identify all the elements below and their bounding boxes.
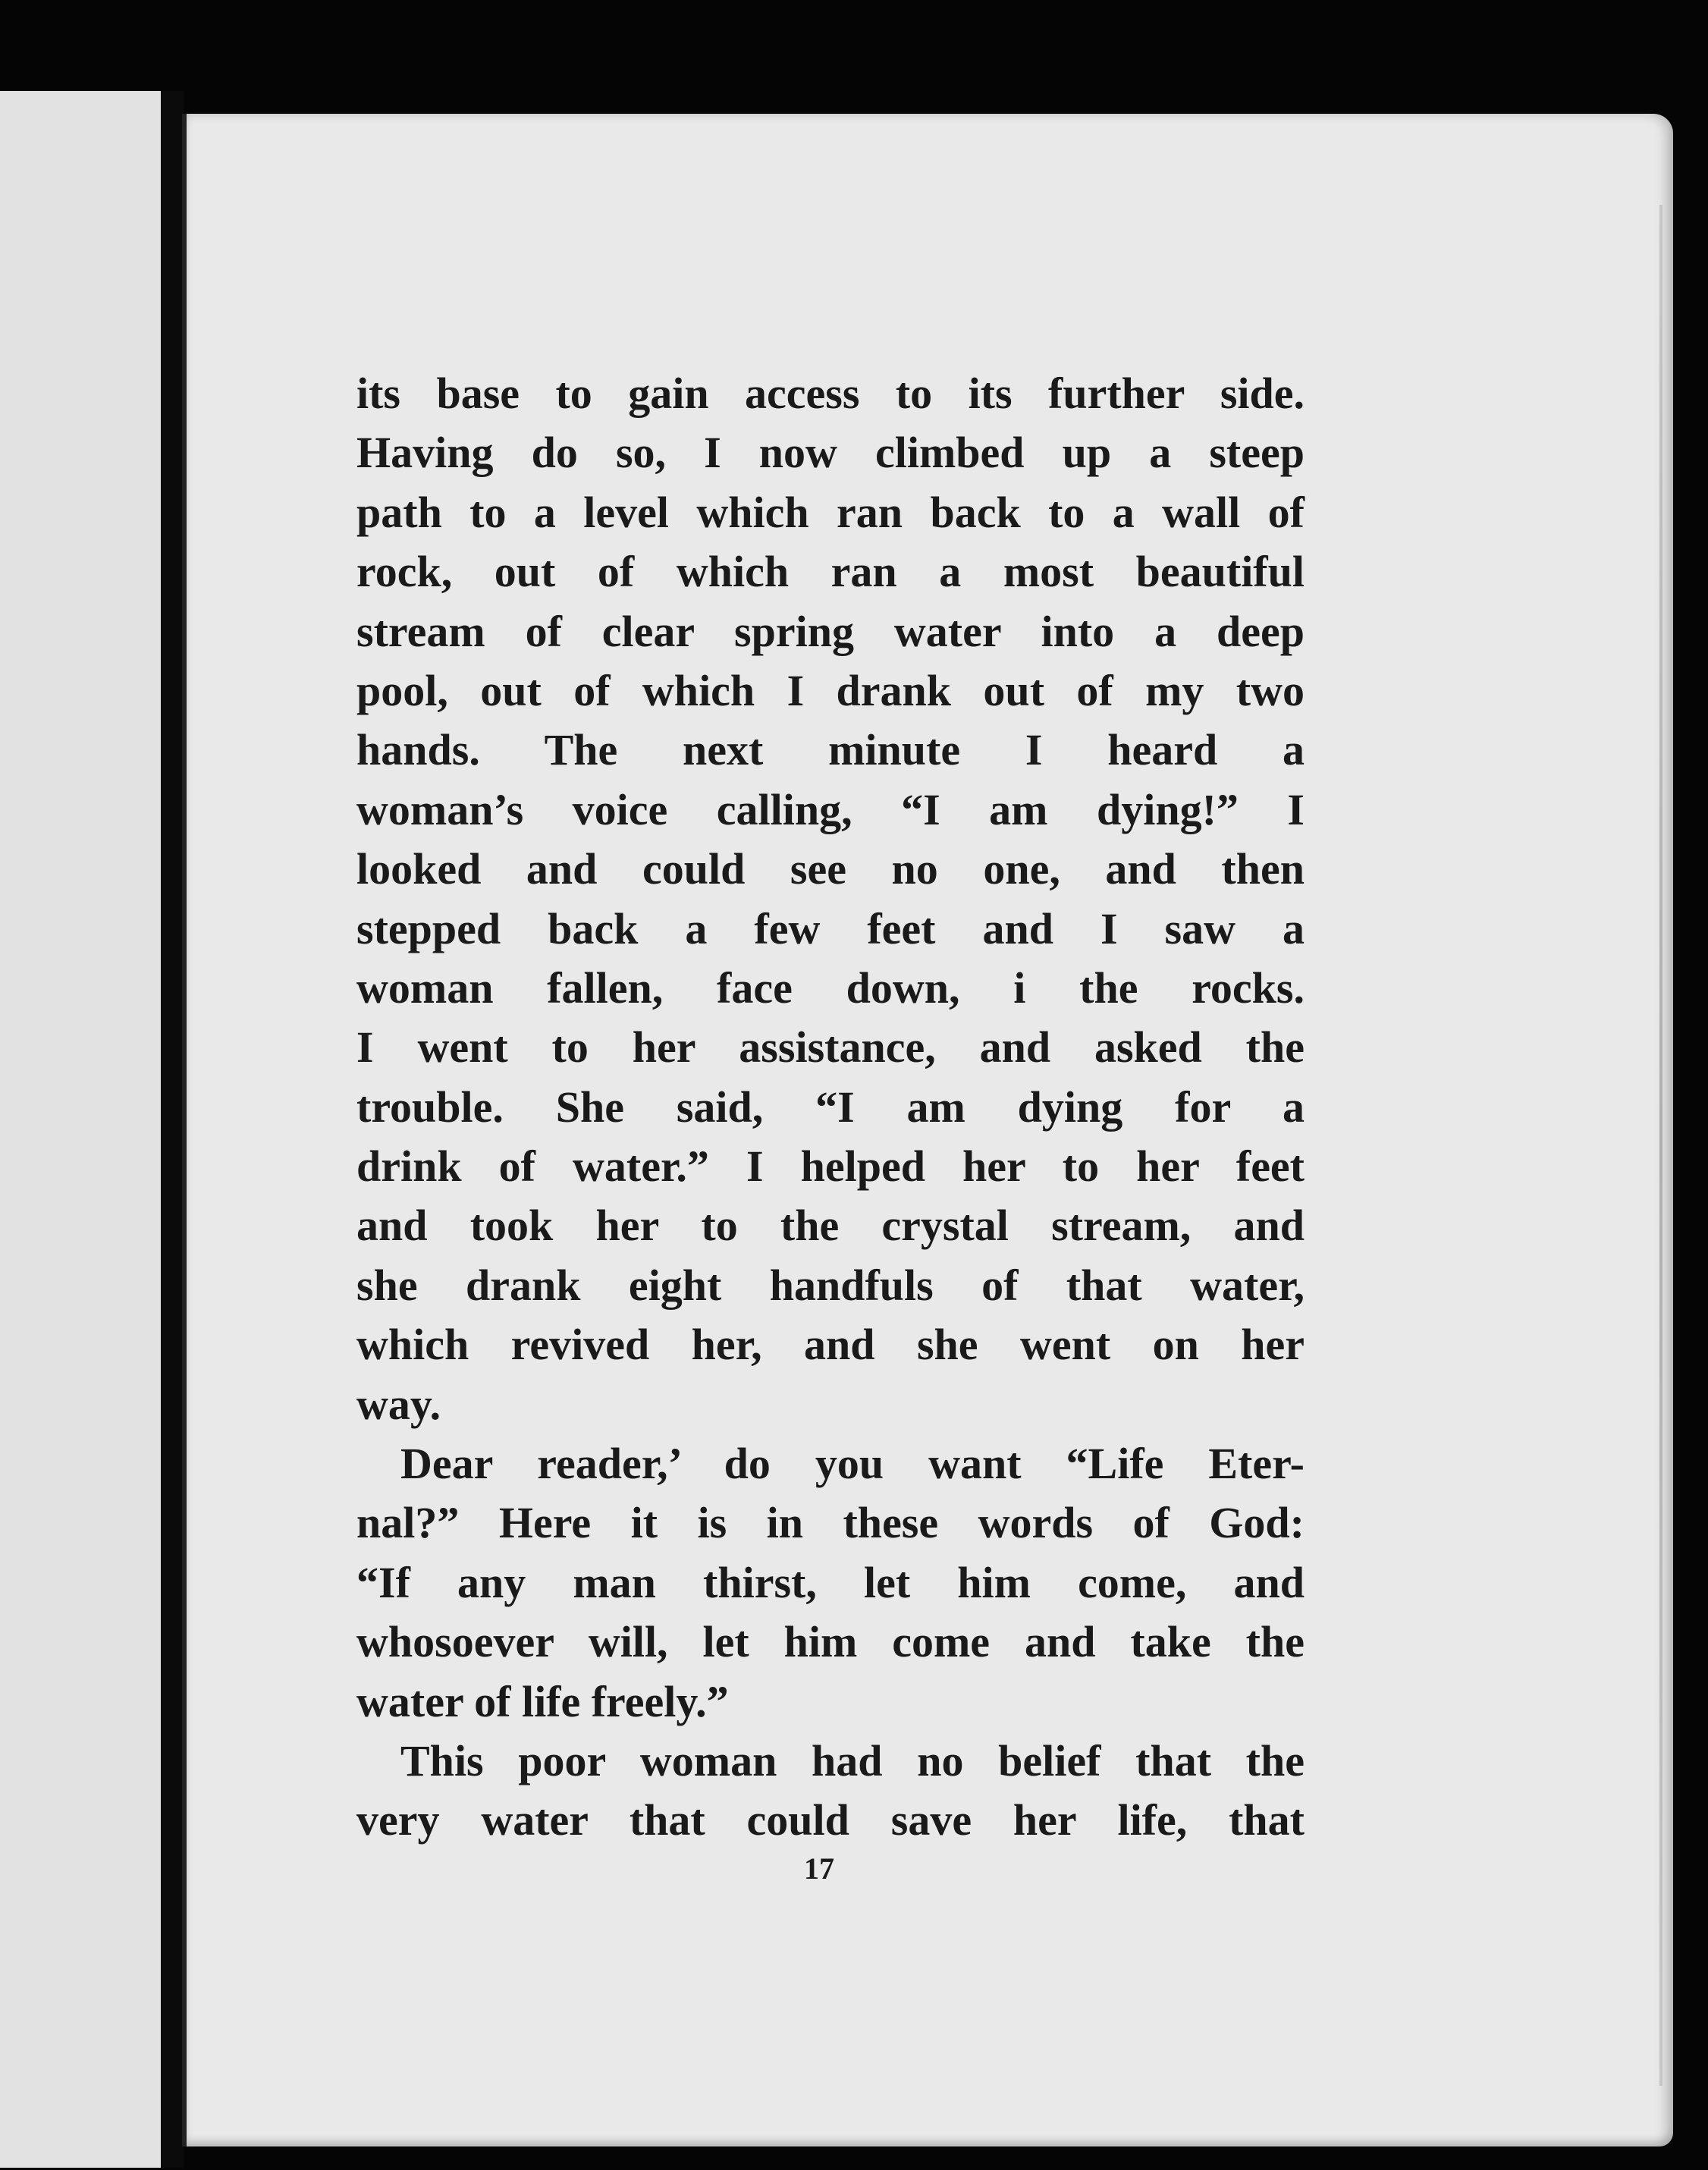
text-line: whosoever will, let him come and take the	[356, 1617, 1305, 1667]
text-line: which revived her, and she went on her	[356, 1320, 1305, 1370]
text-line: path to a level which ran back to a wall of	[356, 487, 1305, 537]
text-line: hands. The next minute I heard a	[356, 725, 1305, 775]
page-number: 17	[804, 1851, 834, 1886]
text-line: I went to her assistance, and asked the	[356, 1022, 1305, 1072]
text-line: Having do so, I now climbed up a steep	[356, 428, 1305, 478]
text-line: Dear reader,’ do you want “Life Eter-	[400, 1439, 1305, 1489]
text-line: she drank eight handfuls of that water,	[356, 1260, 1305, 1310]
text-line: This poor woman had no belief that the	[400, 1735, 1305, 1785]
text-line: stepped back a few feet and I saw a	[356, 903, 1305, 953]
text-line: rock, out of which ran a most beautiful	[356, 547, 1305, 597]
left-page-edge	[0, 91, 165, 2168]
text-line: woman fallen, face down, i the rocks.	[356, 963, 1305, 1013]
text-line: water of life freely.”	[356, 1676, 729, 1726]
text-line: very water that could save her life, that	[356, 1795, 1305, 1845]
text-line: and took her to the crystal stream, and	[356, 1201, 1305, 1251]
page-edge-shadow	[1659, 205, 1662, 2086]
text-line: woman’s voice calling, “I am dying!” I	[356, 784, 1305, 834]
book-gutter	[161, 91, 184, 2168]
text-line: “If any man thirst, let him come, and	[356, 1557, 1305, 1607]
text-line: pool, out of which I drank out of my two	[356, 665, 1305, 715]
text-line: stream of clear spring water into a deep	[356, 606, 1305, 656]
text-line: trouble. She said, “I am dying for a	[356, 1082, 1305, 1132]
text-line: way.	[356, 1379, 441, 1429]
text-line: drink of water.” I helped her to her feet	[356, 1142, 1305, 1192]
text-line: its base to gain access to its further side.	[356, 369, 1305, 418]
text-line: nal?” Here it is in these words of God:	[356, 1498, 1305, 1548]
text-line: looked and could see no one, and then	[356, 844, 1305, 894]
page-body-text	[356, 364, 1305, 1851]
